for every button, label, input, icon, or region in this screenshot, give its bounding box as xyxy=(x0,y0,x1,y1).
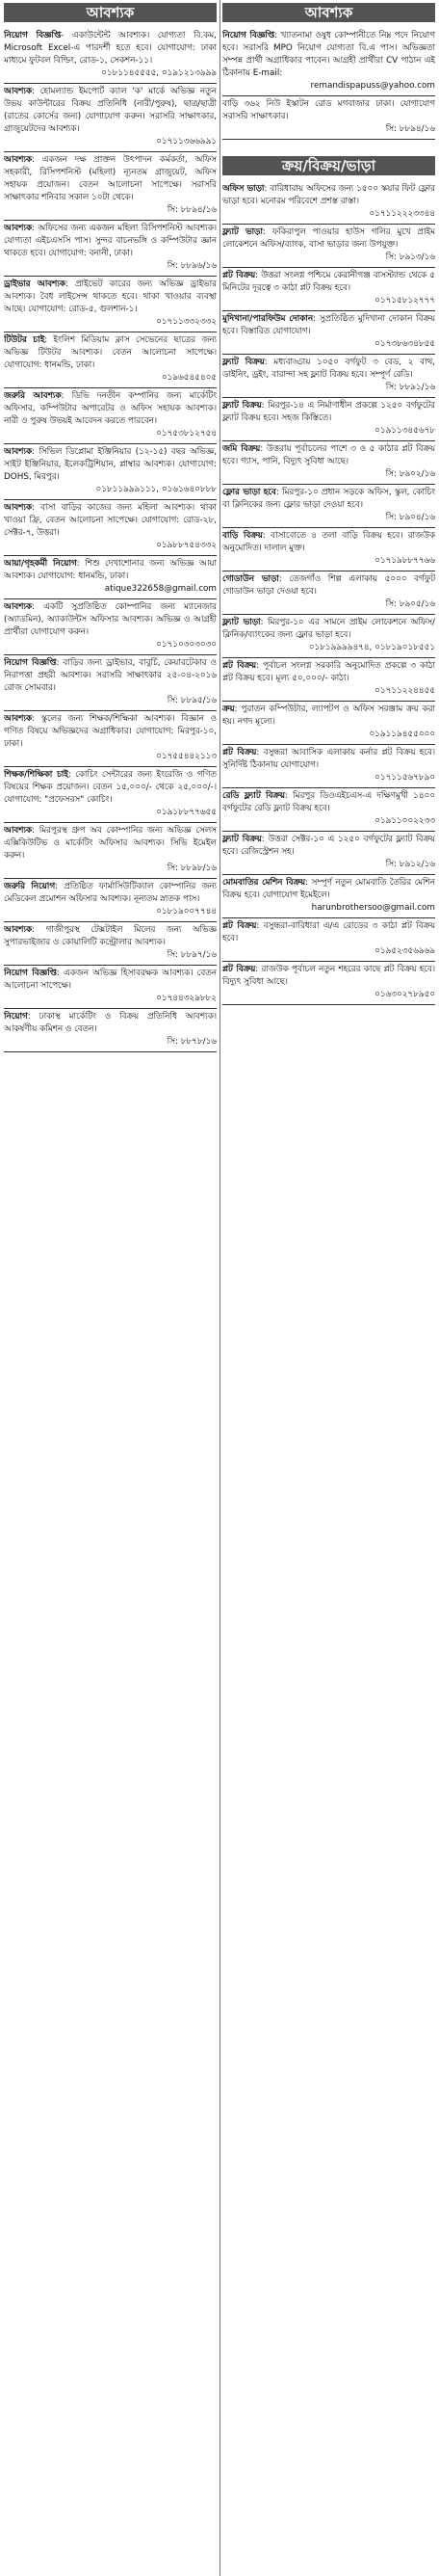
ad-contact: ০১৭৩৮৬৩৪৮৫৫ xyxy=(374,339,435,349)
ad-title: নিয়োগ xyxy=(4,1012,28,1022)
classified-ad xyxy=(222,225,435,267)
ad-body: : মিরপুর-১৪ এ নির্মাণাধীন প্রকল্পে ১২৫০ বর্গফুটের ফ্ল্যাট বিক্রয় হবে। সহজ কিস্তিতে। xyxy=(222,401,435,423)
classified-ad xyxy=(4,599,217,654)
classified-ad xyxy=(4,879,217,921)
ad-body: : একজন দক্ষ প্রাক্তন উৎপাদন কর্মকর্তা, অফিস সহকারী, রিসিপশনিস্ট (মহিলা) ন্যূনতম গ্রাজুয়েট, অফিস সহায়ক প্রয়োজন। বেতন আলোচনা সাপেক্ষে। সরাসরি সাক্ষাৎকার শনিবার সকাল ১০টা থেকে। xyxy=(4,155,217,202)
ad-body: : বাসাবোতে ৪ তলা বাড়ি বিক্রয় হবে। রাজউক অনুমোদিত। দালাল মুক্ত। xyxy=(222,531,435,553)
ad-title: আবশ্যক xyxy=(4,224,33,233)
classified-ad xyxy=(222,962,435,1004)
ad-body: : শিশু দেখাশোনার জন্য অভিজ্ঞ আয়া আবশ্যক। যোগাযোগ: ধানমন্ডি, ঢাকা। xyxy=(4,559,217,581)
ad-contact: ০১৭১১৫৬৭৮৯০ xyxy=(374,773,435,783)
ad-contact: সি: ৮৯১২/১৬ xyxy=(385,860,435,869)
classified-ad xyxy=(222,441,435,484)
ad-title: ফ্ল্যাট বিক্রয় xyxy=(222,401,262,411)
ad-body: : বাড়ির জন্য ড্রাইভার, বাবুর্চি, কেয়ারটেকার ও নিরাপত্তা প্রহরী আবশ্যক। সরাসরি সাক্ষাৎকার ২৫-০৪-২০১৬ রোজ সোমবার। xyxy=(4,658,217,693)
ad-body: : প্রতিষ্ঠিত ফার্মাসিউটিক্যাল কোম্পানির জন্য মেডিকেল প্রমোশন অফিসার আবশ্যক। নূন্যতম স্নাতক পাস। xyxy=(4,882,217,904)
ad-body: : মিরপুর ডিওএইচএস-এ দক্ষিণমুখী ১৪০০ বর্গফুটের রেডি ফ্ল্যাট বিক্রয় হবে। xyxy=(222,791,435,813)
ad-body: : সিভিল ডিপ্লোমা ইঞ্জিনিয়ার (১২-১৫) বছর অভিজ্ঞ, সাইট ইঞ্জিনিয়ার, ইলেকট্রিশিয়ান, প্লাম্বার আবশ্যক। যোগাযোগ: DOHS, মিরপুর। xyxy=(4,447,217,482)
ad-body: : অফিসের জন্য একজন মহিলা রিসিপশনিস্ট আবশ্যক। যোগ্যতা এইচএসসি পাস। সুন্দর বাচনভঙ্গি ও কম্পিউটার জ্ঞান থাকতে হবে। যোগাযোগ: বনানী, ঢাকা। xyxy=(4,224,217,258)
ad-body: : সুপ্রতিষ্ঠিত মুদিখানা দোকান বিক্রয় হবে। বিস্তারিত যোগাযোগ। xyxy=(222,314,435,336)
ad-title: আবশ্যক xyxy=(4,925,33,935)
ad-contact: সি: ৮৮৯৪/১৬ xyxy=(167,205,217,215)
ad-contact: সি: ৮৯০৪/১৬ xyxy=(385,513,435,522)
classified-ad xyxy=(222,528,435,571)
ad-contact: ০১৮১১৯৯৯১১১, ০১৬১৬৪০৮৮৮ xyxy=(95,485,217,494)
classified-ad xyxy=(4,152,217,220)
ad-contact: সি: ৮৮৯১/১৬ xyxy=(385,383,435,392)
ad-title: আবশ্যক xyxy=(4,503,33,513)
section-header-jobs-right: আবশ্যক xyxy=(222,3,435,22)
ad-body: : উত্তরা সংলগ্ন পশ্চিমে কেরানীগঞ্জ বাসস্ট্যান্ড থেকে ৫ মিনিটের দূরত্বে ৩ কাঠা প্লট বিক্রয় হবে। xyxy=(222,271,435,293)
ad-body: : প্রাইভেট কারের জন্য অভিজ্ঞ ড্রাইভার আবশ্যক। বৈধ লাইসেন্স থাকতে হবে। থাকা খাওয়ার ব্যবস্থা আছে। যোগাযোগ: রোড-৫, গুলশান-১। xyxy=(4,279,217,314)
job-ads-list-right xyxy=(222,28,435,140)
ad-body: : হোমল্যান্ড ইমপোর্ট ক্যাল 'ক' মার্কে অভিজ্ঞ নতুন উভয় কাউন্টারের বিক্রয় প্রতিনিধি (নারী/পুরুষ), ছাত্র/ছাত্রী (রাতের কোর্সের জন্য) যোগাযোগ করুন। সরাসরি সাক্ষাৎকার, গ্রাজুয়েটদের আবশ্যক। xyxy=(4,87,217,134)
ad-contact: ০১৭১১২২২৩৩৪৪ xyxy=(369,209,435,219)
ad-contact: সি: ৮৯১৩/১৬ xyxy=(385,252,435,262)
ad-title: জমি বিক্রয় xyxy=(222,444,261,454)
ad-title: ফ্ল্যাট বিক্রয় xyxy=(222,835,262,844)
ad-body: : খ্যাতনামা ওষুধ কোম্পানীতে নিম্ন পদে নিয়োগ হবে। সরাসরি MPO নিয়োগ যোগ্যতা বি.এ পাস। অভিজ্ঞতা সম্পন্ন প্রার্থী অগ্রাধিকার পাবেন। আগ্রহী প্রার্থীরা CV পাঠান এই ঠিকানায় E-mail: xyxy=(222,31,435,78)
ad-contact: ০১৭৫৫৪৪২১১৩ xyxy=(156,752,217,761)
classified-ad xyxy=(222,745,435,787)
ad-contact: সি: ৮৮৭৮/১৬ xyxy=(167,1037,217,1047)
ad-body: : ইংলিশ মিডিয়াম ক্লাস সেভেনের ছাত্রের জন্য অভিজ্ঞ টিউটর আবশ্যক। বেতন আলোচনা সাপেক্ষে। যোগাযোগ: ধানমন্ডি, ঢাকা। xyxy=(4,335,217,370)
ad-body: : কোচিং সেন্টারের জন্য ইংরেজি ও গণিত বিষয়ের শিক্ষক প্রয়োজন। বেতন ১৫,০০০/- থেকে ২৫,০০০/-। যোগাযোগ: "প্রফেসরস" কোচিং। xyxy=(4,770,217,805)
job-ads-list xyxy=(4,28,217,1052)
ad-title: প্লট বিক্রয় xyxy=(222,661,257,671)
ad-body: : স্কুলের জন্য শিক্ষক/শিক্ষিকা আবশ্যক। বিজ্ঞান ও গণিত বিষয়ে অভিজ্ঞদের অগ্রাধিকার। যোগাযোগ: মিরপুর-১০, ঢাকা। xyxy=(4,714,217,749)
ad-title: নিয়োগ বিজ্ঞপ্তি xyxy=(4,969,57,978)
classified-ad xyxy=(4,922,217,965)
ad-body: : ডিভি দনতীন কম্পানির জন্য মার্কেটিং অফিসার, কম্পিউটার অপারেটর ও অফিস সহায়ক আবশ্যক। নারী ও পুরুষ উভয়ই আবেদন করতে পারবেন। xyxy=(4,391,217,426)
ad-body: : উত্তরায় পূর্বাচলের পাশে ৩ ও ৫ কাঠার প্লট বিক্রয় হবে। গ্যাস, পানি, বিদ্যুৎ সুবিধা আছে। xyxy=(222,444,435,466)
ad-body: : মিরপুরস্থ গ্রুপ অব কোম্পানির জন্য অভিজ্ঞ সেলস এক্সিকিউটিভ ও মার্কেটিং অফিসার আবশ্যক। সিভি ইমেইল করুন। xyxy=(4,826,217,861)
ad-title: ফ্ল্যাট ভাড়া xyxy=(222,618,261,627)
ad-contact: harunbrothersoo@gmail.com xyxy=(311,903,435,913)
ad-contact: সি: ৮৮৯৪/১৬ xyxy=(385,124,435,134)
ad-contact: ০১৮১১৪৫৫৫৫, ০১৯১২১৩৯৯৯ xyxy=(101,68,217,78)
ad-title: আবশ্যক xyxy=(4,155,33,165)
ad-separator xyxy=(4,1051,217,1052)
classified-ad xyxy=(222,268,435,310)
ad-body: : একজন অভিজ্ঞ হিসাবরক্ষক আবশ্যক। বেতন আলোচনা সাপেক্ষে। xyxy=(4,969,217,991)
ad-body: : বারিধারায় অফিসের জন্য ১৫০০ স্কয়ার ফিট ফ্লোর ভাড়া হবে। মনোরম পরিবেশে প্রশস্ত রাস্তা। xyxy=(222,184,435,206)
ad-body: : সম্পূর্ণ নতুন মোমবাতি তৈরির মেশিন বিক্রয় হবে। যোগাযোগ ইমেইলে। xyxy=(222,878,435,900)
ad-title: প্লট বিক্রয় xyxy=(222,271,256,280)
classified-ad xyxy=(4,332,217,387)
classified-ad xyxy=(4,221,217,276)
ad-title: অফিস ভাড়া xyxy=(222,184,265,194)
classified-ad xyxy=(222,485,435,527)
ad-contact: ০১৭১৫৮১২৭৭৭ xyxy=(374,296,435,305)
ad-title: আবশ্যক xyxy=(4,447,33,457)
classified-ad xyxy=(4,767,217,822)
classified-ad xyxy=(4,711,217,766)
ad-body: : মিরপুর-১০ এর সামনে প্রাইম লোকেশনে অফিস/ক্লিনিক/ব্যাংকের জন্য ফ্লোর ভাড়া হবে। xyxy=(222,618,435,640)
ad-body: : উত্তরা সেক্টর-১০ এ ১২৫০ বর্গফুটের ফ্ল্যাট বিক্রয় হবে। রেজিস্ট্রেশন সহ। xyxy=(222,835,435,857)
classified-ad xyxy=(222,355,435,397)
classified-ad xyxy=(222,615,435,657)
ad-title: নিয়োগ বিজ্ঞপ্তি xyxy=(4,658,57,668)
sale-ads-list xyxy=(222,181,435,1005)
ad-title: আয়া/গৃহকর্মী নিয়োগ xyxy=(4,559,77,569)
classified-ad xyxy=(4,28,217,83)
classified-ad xyxy=(4,1009,217,1051)
ad-title: প্লট বিক্রয় xyxy=(222,748,257,757)
classified-ad xyxy=(4,556,217,598)
ad-contact: ০১৭১০৩০৩০৩০ xyxy=(156,640,217,650)
ad-contact: ০১৯৬৫৪৫৪০৫ xyxy=(161,373,217,383)
ad-contact: ০১৭৪৪৩২৯৮৮২ xyxy=(156,994,217,1003)
ad-title: শিক্ষক/শিক্ষিকা চাই xyxy=(4,770,68,780)
classified-ad xyxy=(4,966,217,1008)
classified-ad xyxy=(4,84,217,151)
ad-contact: ০১৯১১০০২২৩৩ xyxy=(374,816,435,826)
classified-ad xyxy=(222,658,435,701)
ad-contact: ০১৬৩০২৭৮৯৫০ xyxy=(374,990,435,999)
classified-ad xyxy=(4,444,217,499)
ad-contact: ০১৭১১৩৬৬৯৯১ xyxy=(156,137,217,146)
classified-ad xyxy=(4,823,217,878)
classified-ad xyxy=(4,277,217,332)
ad-title: আবশ্যক xyxy=(4,826,33,836)
ad-contact: ০১৯৮৮৭৫৪৩৩২ xyxy=(156,541,217,550)
ad-body: : ঢাকাস্থ মার্কেটিং ও বিক্রয় প্রতিনিধি আবশ্যক। আকর্ষণীয় কমিশন ও বেতন। xyxy=(4,1012,217,1034)
classified-ad xyxy=(222,181,435,224)
ad-body: বাড়ি ৩৬২ নিউ ইস্কাটন রোড মগবাজার ঢাকা। যোগাযোগ সরাসরি সাক্ষাৎকার। xyxy=(222,99,435,121)
classified-ad xyxy=(222,398,435,440)
ad-body: : বসুন্ধরা আবাসিক এলাকায় কর্নার প্লট বিক্রয় হবে। সুনির্দিষ্ট ঠিকানায় যোগাযোগ। xyxy=(222,748,435,770)
ad-body: : মিরপুর-১০ প্রধান সড়কে অফিস, স্কুল, কোচিং বা ক্লিনিকের জন্য ফ্লোর ভাড়া দেওয়া হবে। xyxy=(222,488,435,510)
ad-title: বাড়ি বিক্রয় xyxy=(222,531,263,541)
classified-ad xyxy=(222,702,435,744)
ad-title: ক্রয় xyxy=(222,704,235,714)
ad-title: আবশ্যক xyxy=(4,602,33,612)
section-header-buy-sell-rent: ক্রয়/বিক্রয়/ভাড়া xyxy=(222,156,435,175)
ad-title: আবশ্যক xyxy=(4,714,33,724)
ad-body: : তেজগাঁও শিল্প এলাকায় ৫০০০ বর্গফুট গোডাউন ভাড়া দেওয়া হবে। xyxy=(222,574,435,597)
ad-contact: atique322658@gmail.com xyxy=(104,584,217,594)
classified-ad xyxy=(222,28,435,95)
ad-title: রেডি ফ্ল্যাট বিক্রয় xyxy=(222,791,285,801)
ad-title: প্লট বিক্রয় xyxy=(222,921,257,931)
classified-ad xyxy=(222,832,435,874)
ad-body: : বাসা বাড়ির কাজের জন্য মহিলা আবশ্যক। থাকা খাওয়া ফ্রি, বেতন আলোচনা সাপেক্ষে। যোগাযোগ: রোড-২৮, সেক্টর-৭, উত্তরা। xyxy=(4,503,217,538)
ad-contact: সি: ৮৯০৫/১৬ xyxy=(385,599,435,609)
ad-title: ফ্লোর ভাড়া হবে xyxy=(222,488,276,497)
ad-title: গোডাউন ভাড়া xyxy=(222,574,279,584)
ad-body: : পুরাতন কম্পিউটার, ল্যাপটপ ও অফিস সরঞ্জাম ক্রয় করা হয়। নগদ মূল্যে। xyxy=(222,704,435,727)
ad-contact: সি: ৮৯০২/১৬ xyxy=(385,469,435,479)
ad-contact: সি: ৮৮৯৫/১৬ xyxy=(167,696,217,705)
ad-contact: remandispapuss@yahoo.com xyxy=(310,81,435,91)
classified-ad xyxy=(4,500,217,555)
ad-contact: ০১৯১১৯৪৫৫০০০ xyxy=(369,730,435,739)
ad-title: ফ্ল্যাট বিক্রয় xyxy=(222,358,265,367)
ad-title: নিয়োগ বিজ্ঞপ্তি xyxy=(4,31,62,40)
ad-title: টিউটর চাই xyxy=(4,335,45,345)
ad-separator xyxy=(222,1004,435,1005)
ad-contact: ০১৮১৯৯৯৯৪৭৪, ০১৮১৯০১৮৫৫১ xyxy=(308,643,435,652)
ad-title: ড্রাইভার আবশ্যক xyxy=(4,279,65,289)
classified-ad xyxy=(222,311,435,354)
ad-contact: ০১৯১১৩৪৫৬৭৮ xyxy=(374,426,435,436)
ad-title: জরুরি নিয়োগ xyxy=(4,882,56,891)
ad-title: ফ্ল্যাট ভাড়া xyxy=(222,227,263,237)
ad-contact: ০১৭১১২২৪৪৫৫ xyxy=(374,686,435,696)
ad-contact: ০১৮১৯০০৭৭৪৪ xyxy=(156,907,217,916)
right-column xyxy=(222,0,435,2576)
ad-contact: সি: ৮৮৯৮/১৬ xyxy=(167,863,217,873)
ad-title: মুদিখানা/পারফিউম দোকান xyxy=(222,314,314,324)
ad-body: : গাজীপুরস্থ টেক্সটাইল মিলের জন্য অভিজ্ঞ সুপারভাইজার ও কোয়ালিটি কন্ট্রোলার আবশ্যক। xyxy=(4,925,217,947)
ad-contact: সি: ৮৮৯৭/১৬ xyxy=(167,950,217,960)
classified-ad xyxy=(222,96,435,139)
classified-ad xyxy=(222,571,435,614)
ad-title: জরুরি আবশ্যক xyxy=(4,391,62,401)
ad-title: আবশ্যক xyxy=(4,87,33,96)
left-column xyxy=(4,0,217,2576)
classified-ad xyxy=(222,918,435,961)
ad-body: - একাউন্টেন্ট আবশ্যক। যোগ্যতা বি.কম, Microsoft Excel-এ পারদর্শী হতে হবে। যোগাযোগ: ঢাকা মাধ্যমে ফুটবল বিল্ডিং, রোড-১, সেকশন-১১। xyxy=(4,31,217,66)
ad-title: মোমবাতির মেশিন বিক্রয় xyxy=(222,878,306,888)
ad-contact: ০১৭১৯৮৮৭৭৬৬ xyxy=(374,556,435,566)
ad-contact: ০১৯১৮৮৭৭৬৫৫ xyxy=(156,808,217,817)
ad-body: : রাজউক পূর্বাচল নতুন শহরের কাছে প্লট বিক্রয় হবে। বিদ্যুৎ সুবিধা আছে। xyxy=(222,965,435,987)
ad-title: প্লট বিক্রয় xyxy=(222,965,256,974)
ad-body: : বসুন্ধরা-বারিধারা এ/এ রোডের ৩ কাঠা প্লট বিক্রয় হবে। xyxy=(222,921,435,943)
ad-body: : ফকিরাপুল পাওয়ার হাউস গলির মুখে প্রাইম লোকেশনে অফিস/ব্যাংক, বাসা ভাড়ার জন্য উপযুক্ত। xyxy=(222,227,435,250)
ad-title: নিয়োগ বিজ্ঞপ্তি xyxy=(222,31,275,40)
section-header-jobs: আবশ্যক xyxy=(4,3,217,22)
ad-contact: সি: ৮৮৯৬/১৬ xyxy=(167,261,217,271)
ad-body: : একটি সুপ্রতিষ্ঠিত কোম্পানির জন্য ম্যানেজার (অ্যাডমিন), অ্যাকাউন্টস অফিসার আবশ্যক। অভিজ্ঞ ও আগ্রহী প্রার্থীরা যোগাযোগ করুন। xyxy=(4,602,217,637)
ad-body: : মধ্যবাড্ডায় ১০৫০ বর্গফুট ৩ বেড, ২ বাথ, ডাইনিং, ড্রইং, বারান্দা সহ ফ্ল্যাট বিক্রয় হবে। সম্পূর্ণ রেডি। xyxy=(222,358,435,380)
classified-ad xyxy=(4,388,217,443)
ad-contact: ০১৭৫৩৮১২৭৫৪ xyxy=(156,429,217,438)
ad-body: : পূর্বাচল সংলগ্ন সরকারি অনুমোদিত প্রকল্পে ৩ কাঠা প্লট বিক্রয় হবে। মূল্য ৫০,০০০/- কাঠা। xyxy=(222,661,435,683)
ad-contact: ০১৯৫২৩৫৬৯৬৯ xyxy=(374,946,435,956)
classified-ad xyxy=(4,655,217,710)
ad-contact: ০১৭১১৩৩২৩৩২ xyxy=(156,317,217,327)
classified-ad xyxy=(222,788,435,831)
classified-ad xyxy=(222,875,435,917)
